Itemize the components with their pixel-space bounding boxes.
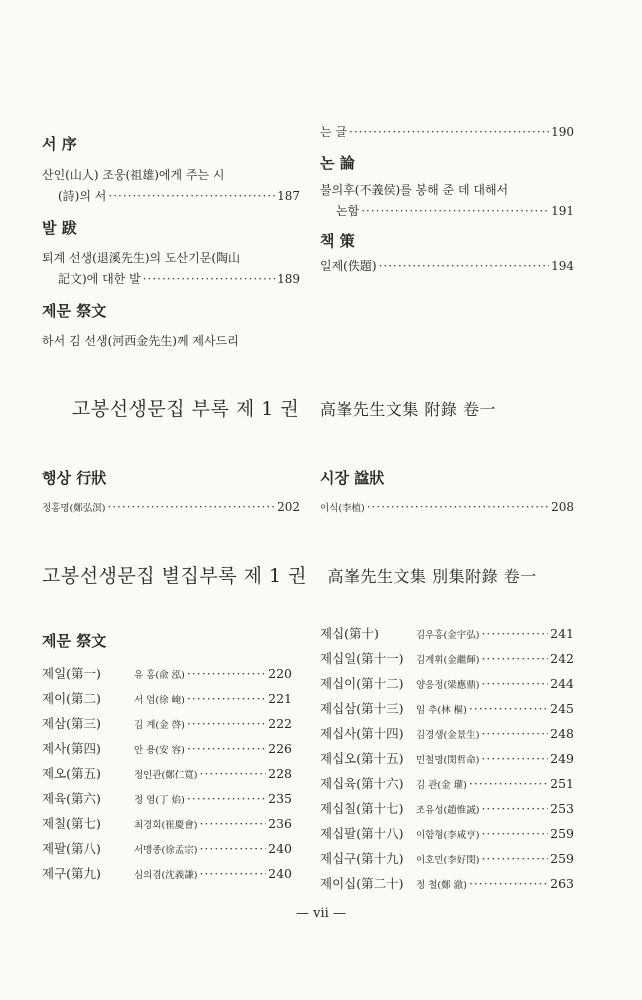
entry-number: 제삼(第三) (42, 716, 101, 731)
section-heading-byeoljip-jemun: 제문 祭文 (42, 632, 107, 650)
leader-dots (361, 201, 549, 222)
entry-number: 제십칠(第十七) (320, 801, 404, 816)
page-number: 235 (268, 791, 292, 806)
leader-dots (481, 647, 548, 670)
page-number: 248 (550, 726, 574, 741)
page-number: 245 (550, 701, 574, 716)
byeoljip-title-korean: 고봉선생문집 별집부록 제 1 권 (42, 565, 307, 587)
list-item[interactable] (42, 762, 292, 787)
entry-author: 정 철(鄭 澈) (416, 880, 467, 891)
leader-dots (143, 269, 275, 290)
entry-line: 불의후(不義侯)를 봉해 준 데 대해서 (320, 183, 509, 197)
leader-dots (481, 797, 548, 820)
toc-entry-haengsang[interactable] (42, 497, 300, 519)
list-item[interactable] (320, 672, 574, 697)
leader-dots (379, 256, 550, 277)
leader-dots (108, 186, 275, 207)
section-heading-non: 논 論 (320, 154, 355, 172)
entry-text: 이식(李植) (320, 503, 365, 514)
section-heading-jemun: 제문 祭文 (42, 302, 107, 320)
appendix-title-korean: 고봉선생문집 부록 제 1 권 (72, 398, 300, 420)
section-heading-seo: 서 序 (42, 135, 77, 153)
page-number: 253 (550, 801, 574, 816)
entry-line: 산인(山人) 조웅(祖雄)에게 주는 시 (42, 168, 225, 182)
entry-line: 퇴계 선생(退溪先生)의 도산기문(陶山 (42, 251, 241, 265)
entry-author: 정인관(鄭仁寬) (134, 770, 198, 781)
entry-number: 제칠(第七) (42, 816, 101, 831)
entry-author: 김 관(金 瓘) (416, 780, 467, 791)
top-right-column (320, 122, 574, 277)
entry-author: 김우홍(金宇弘) (416, 630, 480, 641)
leader-dots (107, 497, 275, 518)
leader-dots (481, 847, 548, 870)
list-item[interactable] (320, 647, 574, 672)
entry-author: 김계휘(金繼輝) (416, 655, 480, 666)
entry-author: 안 용(安 容) (134, 745, 185, 756)
entry-line (320, 201, 574, 222)
page-number: 191 (551, 204, 574, 218)
page-number: 194 (551, 259, 574, 273)
byeoljip-title-hanja: 高峯先生文集 別集附錄 卷一 (327, 567, 537, 586)
page-number: 221 (268, 691, 292, 706)
page-number: 241 (550, 626, 574, 641)
toc-entry-bal-1[interactable] (42, 248, 300, 290)
list-item[interactable] (42, 837, 292, 862)
section-heading-sijang: 시장 諡狀 (320, 469, 385, 487)
leader-dots (187, 712, 266, 735)
entry-text: 는 글 (320, 125, 347, 139)
entry-number: 제십일(第十一) (320, 651, 404, 666)
page-number: 187 (277, 189, 300, 203)
page-number: 220 (268, 666, 292, 681)
leader-dots (367, 497, 549, 518)
entry-author: 서맹종(徐孟宗) (134, 845, 198, 856)
page-number: 259 (550, 826, 574, 841)
list-item[interactable] (320, 822, 574, 847)
appendix-title (72, 394, 496, 421)
page-number: 263 (550, 876, 574, 891)
entry-author: 이호민(李好閔) (416, 855, 480, 866)
leader-dots (187, 687, 266, 710)
entry-author: 심의겸(沈義謙) (134, 870, 198, 881)
entry-author: 조유성(趙惟誠) (416, 805, 480, 816)
byeoljip-right-column (320, 622, 574, 897)
entry-author: 서 엄(徐 崦) (134, 695, 185, 706)
list-item[interactable] (42, 787, 292, 812)
page-footer-number: — vii — (296, 906, 346, 921)
entry-author: 최경회(崔慶會) (134, 820, 198, 831)
entry-author: 김 계(金 啓) (134, 720, 185, 731)
toc-entry-jemun-1[interactable] (42, 331, 300, 352)
list-item[interactable] (42, 712, 292, 737)
page-number: 236 (268, 816, 292, 831)
page-number: 222 (268, 716, 292, 731)
list-item[interactable] (42, 812, 292, 837)
entry-author: 정 염(丁 焰) (134, 795, 185, 806)
entry-author: 민철명(閔哲命) (416, 755, 480, 766)
page-number: 226 (268, 741, 292, 756)
byeoljip-right-list (320, 622, 574, 897)
entry-number: 제십팔(第十八) (320, 826, 404, 841)
page-number: 249 (550, 751, 574, 766)
entry-number: 제육(第六) (42, 791, 101, 806)
page-number: 251 (550, 776, 574, 791)
section-heading-chaek: 책 策 (320, 232, 355, 250)
entry-text: 정홍명(鄭弘溟) (42, 503, 106, 514)
leader-dots (481, 747, 548, 770)
leader-dots (481, 622, 548, 645)
toc-entry-jemun-1-cont[interactable] (320, 122, 574, 143)
leader-dots (199, 762, 266, 785)
page-number: 202 (277, 500, 300, 514)
toc-entry-non-1[interactable] (320, 180, 574, 222)
leader-dots (481, 722, 548, 745)
entry-text: (詩)의 서 (58, 189, 107, 203)
entry-number: 제구(第九) (42, 866, 101, 881)
leader-dots (481, 672, 548, 695)
entry-number: 제이(第二) (42, 691, 101, 706)
entry-text: 記文)에 대한 발 (58, 272, 141, 286)
byeoljip-left-column (42, 630, 292, 887)
list-item[interactable] (320, 697, 574, 722)
entry-author: 이함형(李咸亨) (416, 830, 480, 841)
entry-line: 하서 김 선생(河西金先生)께 제사드리 (42, 334, 239, 348)
entry-line (42, 269, 300, 290)
leader-dots (187, 662, 266, 685)
page-number: 190 (551, 125, 574, 139)
top-left-column (42, 133, 300, 352)
entry-number: 제십이(第十二) (320, 676, 404, 691)
toc-entry-chaek-1[interactable] (320, 256, 574, 277)
list-item[interactable] (320, 872, 574, 897)
list-item[interactable] (320, 622, 574, 647)
entry-number: 제십(第十) (320, 626, 379, 641)
appendix-right-column (320, 467, 574, 519)
entry-author: 임 추(林 樞) (416, 705, 467, 716)
entry-number: 제십사(第十四) (320, 726, 404, 741)
entry-number: 제일(第一) (42, 666, 101, 681)
leader-dots (199, 862, 266, 885)
leader-dots (469, 872, 548, 895)
leader-dots (187, 737, 266, 760)
appendix-left-column (42, 467, 300, 519)
list-item[interactable] (320, 722, 574, 747)
byeoljip-left-list (42, 662, 292, 887)
entry-author: 김경생(金景生) (416, 730, 480, 741)
entry-number: 제십오(第十五) (320, 751, 404, 766)
entry-author: 유 홍(兪 泓) (134, 670, 185, 681)
list-item[interactable] (320, 747, 574, 772)
leader-dots (187, 787, 266, 810)
toc-entry-seo-1[interactable] (42, 165, 300, 207)
list-item[interactable] (42, 862, 292, 887)
entry-number: 제십육(第十六) (320, 776, 404, 791)
section-heading-haengsang: 행상 行狀 (42, 469, 107, 487)
page-number: 240 (268, 866, 292, 881)
entry-number: 제십삼(第十三) (320, 701, 404, 716)
entry-author: 양응정(梁應鼎) (416, 680, 480, 691)
entry-number: 제팔(第八) (42, 841, 101, 856)
page-number: 259 (550, 851, 574, 866)
leader-dots (469, 697, 548, 720)
page-number: 228 (268, 766, 292, 781)
appendix-title-hanja: 高峯先生文集 附錄 卷一 (319, 400, 497, 419)
leader-dots (469, 772, 548, 795)
list-item[interactable] (42, 662, 292, 687)
entry-line (42, 186, 300, 207)
page-number: 189 (277, 272, 300, 286)
list-item[interactable] (42, 687, 292, 712)
page-number: 240 (268, 841, 292, 856)
list-item[interactable] (320, 847, 574, 872)
list-item[interactable] (320, 772, 574, 797)
list-item[interactable] (320, 797, 574, 822)
leader-dots (481, 822, 548, 845)
entry-number: 제사(第四) (42, 741, 101, 756)
byeoljip-title (42, 561, 537, 588)
entry-number: 제십구(第十九) (320, 851, 404, 866)
entry-text: 논함 (336, 204, 360, 218)
page-number: 208 (551, 500, 574, 514)
page-number: 244 (550, 676, 574, 691)
toc-entry-sijang[interactable] (320, 497, 574, 519)
leader-dots (199, 837, 266, 860)
page-number: 242 (550, 651, 574, 666)
leader-dots (349, 122, 549, 143)
list-item[interactable] (42, 737, 292, 762)
entry-number: 제이십(第二十) (320, 876, 404, 891)
leader-dots (199, 812, 266, 835)
entry-number: 제오(第五) (42, 766, 101, 781)
entry-text: 일제(佚題) (320, 259, 377, 273)
section-heading-bal: 발 跋 (42, 219, 77, 237)
